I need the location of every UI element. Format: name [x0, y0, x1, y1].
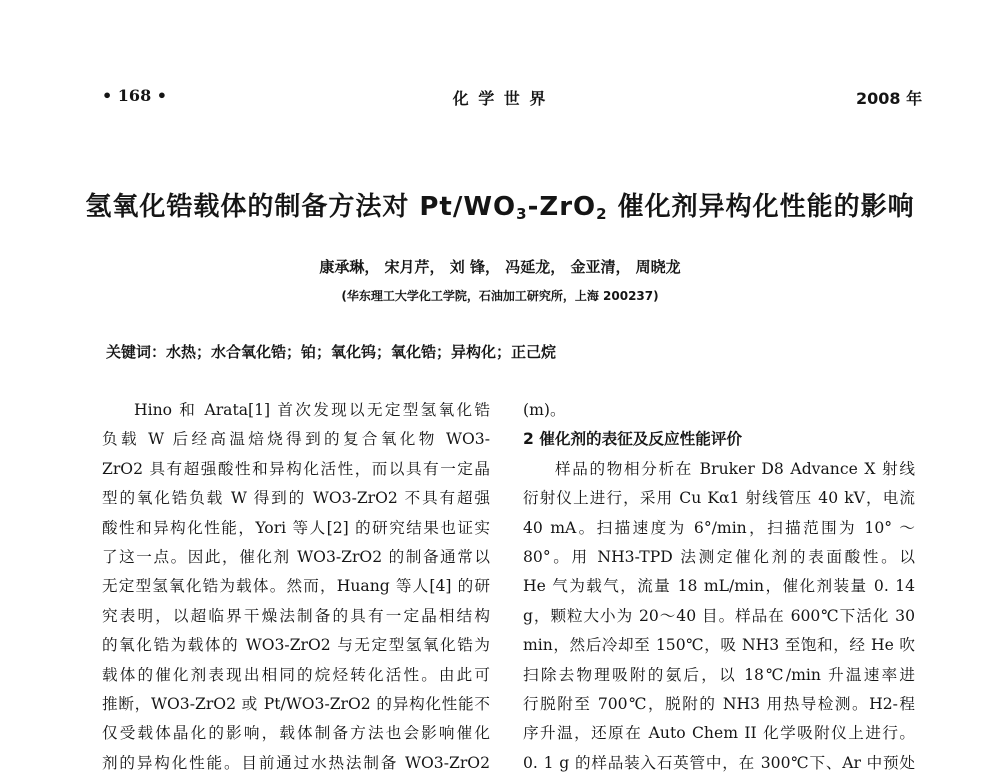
text-line: 行脱附至 700℃，脱附的 NH3 用热导检测。H2-程: [523, 694, 915, 713]
text-line: (m)。: [523, 401, 566, 419]
text-line: 剂的异构化性能。目前通过水热法制备 WO3-ZrO2: [102, 753, 490, 772]
title-part-3: 催化剂异构化性能的影响: [607, 192, 915, 222]
text-line: 了这一点。因此，催化剂 WO3-ZrO2 的制备通常以: [102, 547, 490, 566]
text-line: 40 mA。扫描速度为 6°/min，扫描范围为 10° ～: [523, 518, 915, 537]
text-line: g，颗粒大小为 20～40 目。样品在 600℃下活化 30: [523, 606, 915, 625]
text-line: 扫除去物理吸附的氨后，以 18℃/min 升温速率进: [523, 665, 915, 684]
text-line: 负载 W 后经高温焙烧得到的复合氧化物 WO3-: [102, 430, 490, 449]
text-line: 衍射仪上进行，采用 Cu Kα1 射线管压 40 kV，电流: [523, 489, 915, 508]
text-line: 型的氧化锆负载 W 得到的 WO3-ZrO2 不具有超强: [102, 489, 490, 508]
keywords: 关键词：水热；水合氧化锆；铂；氧化钨；氧化锆；异构化；正己烷: [106, 343, 557, 361]
title-subscript-2: 2: [596, 205, 608, 223]
text-line: ZrO2 具有超强酸性和异构化活性，而以具有一定晶: [102, 459, 490, 478]
text-line: 仅受载体晶化的影响，载体制备方法也会影响催化: [102, 724, 490, 743]
text-line: 0. 1 g 的样品装入石英管中，在 300℃下、Ar 中预处: [523, 753, 915, 772]
text-line: min，然后冷却至 150℃，吸 NH3 至饱和，经 He 吹: [523, 636, 915, 655]
text-line: 究表明，以超临界干燥法制备的具有一定晶相结构: [102, 606, 490, 625]
publication-year: 2008 年: [856, 89, 923, 108]
journal-name: 化 学 世 界: [452, 89, 548, 108]
article-title: [0, 186, 1000, 223]
text-line: 的氧化锆为载体的 WO3-ZrO2 与无定型氢氧化锆为: [102, 636, 490, 655]
text-line: 酸性和异构化性能，Yori 等人[2] 的研究结果也证实: [102, 518, 490, 537]
title-subscript-1: 3: [516, 205, 528, 223]
text-line: He 气为载气，流量 18 mL/min，催化剂装量 0. 14: [523, 577, 915, 596]
affiliation: (华东理工大学化工学院，石油加工研究所，上海 200237): [341, 289, 659, 303]
text-line: 推断，WO3-ZrO2 或 Pt/WO3-ZrO2 的异构化性能不: [102, 694, 490, 713]
text-line: 80°。用 NH3-TPD 法测定催化剂的表面酸性。以: [523, 547, 915, 566]
left-column: [102, 396, 490, 778]
text-line: 序升温，还原在 Auto Chem II 化学吸附仪上进行。: [523, 724, 915, 743]
title-part-2: -ZrO: [527, 192, 597, 222]
author-list: 康承琳， 宋月芹， 刘 锋， 冯延龙， 金亚清， 周晓龙: [319, 258, 681, 276]
page-number: • 168 •: [102, 86, 167, 105]
text-line: 载体的催化剂表现出相同的烷烃转化活性。由此可: [102, 665, 490, 684]
title-part-1: 氢氧化锆载体的制备方法对 Pt/WO: [85, 192, 517, 222]
text-line: 无定型氢氧化锆为载体。然而，Huang 等人[4] 的研: [102, 577, 490, 596]
right-column: [523, 396, 915, 778]
section-heading: 2 催化剂的表征及反应性能评价: [523, 430, 742, 449]
text-line: Hino 和 Arata[1] 首次发现以无定型氢氧化锆: [134, 401, 490, 419]
text-line: 样品的物相分析在 Bruker D8 Advance X 射线: [555, 459, 915, 478]
